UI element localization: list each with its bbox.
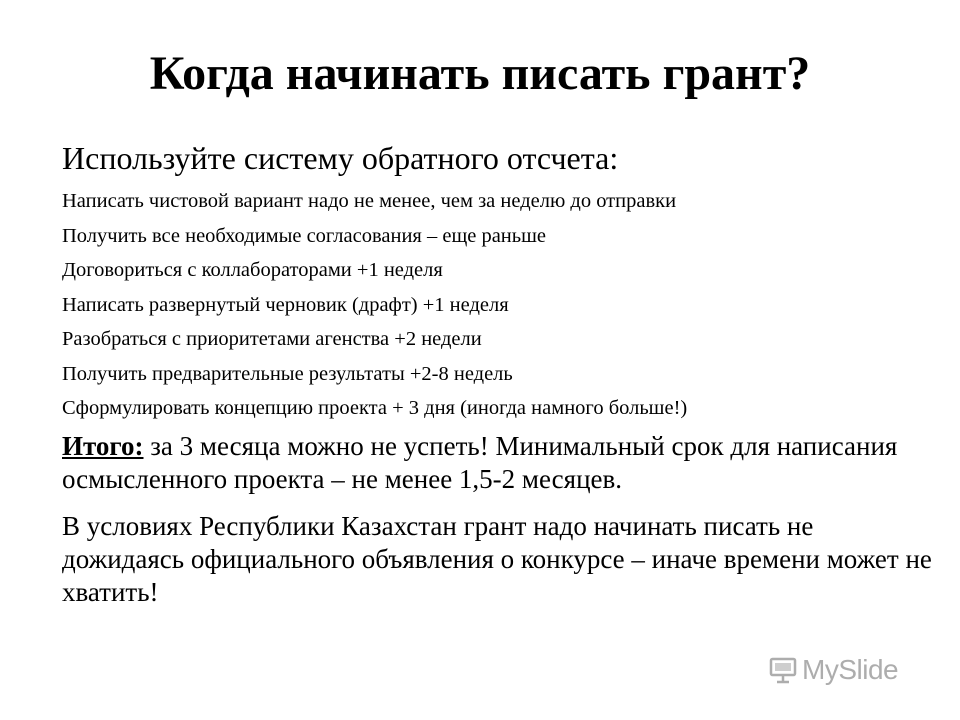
step-item-2: Получить все необходимые согласования – еще раньше (62, 224, 547, 247)
summary-label: Итого: (62, 430, 144, 461)
watermark-text: MySlide (802, 654, 899, 685)
slide-content (62, 138, 932, 609)
step-item-1: Написать чистовой вариант надо не менее, чем за неделю до отправки (62, 190, 677, 212)
slide-title: Когда начинать писать грант? (149, 47, 811, 100)
slide-heading: Используйте систему обратного отсчета: (62, 140, 619, 176)
summary-text: за 3 месяца можно не успеть! Минимальный срок для написания осмысленного проекта – не менее 1,5-2 месяцев. (62, 430, 898, 494)
step-item-6: Получить предварительные результаты +2-8 недель (62, 362, 513, 385)
kazakhstan-note: В условиях Республики Казахстан грант надо начинать писать не дожидаясь официального объявления о конкурсе – иначе времени может не хватить! (62, 510, 932, 607)
countdown-steps-list (62, 184, 932, 426)
summary-paragraph (62, 430, 932, 496)
presentation-board-icon (768, 655, 798, 685)
step-item-4: Написать развернутый черновик (драфт) +1 неделя (62, 293, 509, 316)
step-item-7: Сформулировать концепцию проекта + 3 дня (иногда намного больше!) (62, 397, 688, 419)
watermark (768, 654, 898, 686)
step-item-5: Разобраться с приоритетами агенства +2 недели (62, 328, 482, 350)
step-item-3: Договориться с коллабораторами +1 неделя (62, 259, 443, 281)
